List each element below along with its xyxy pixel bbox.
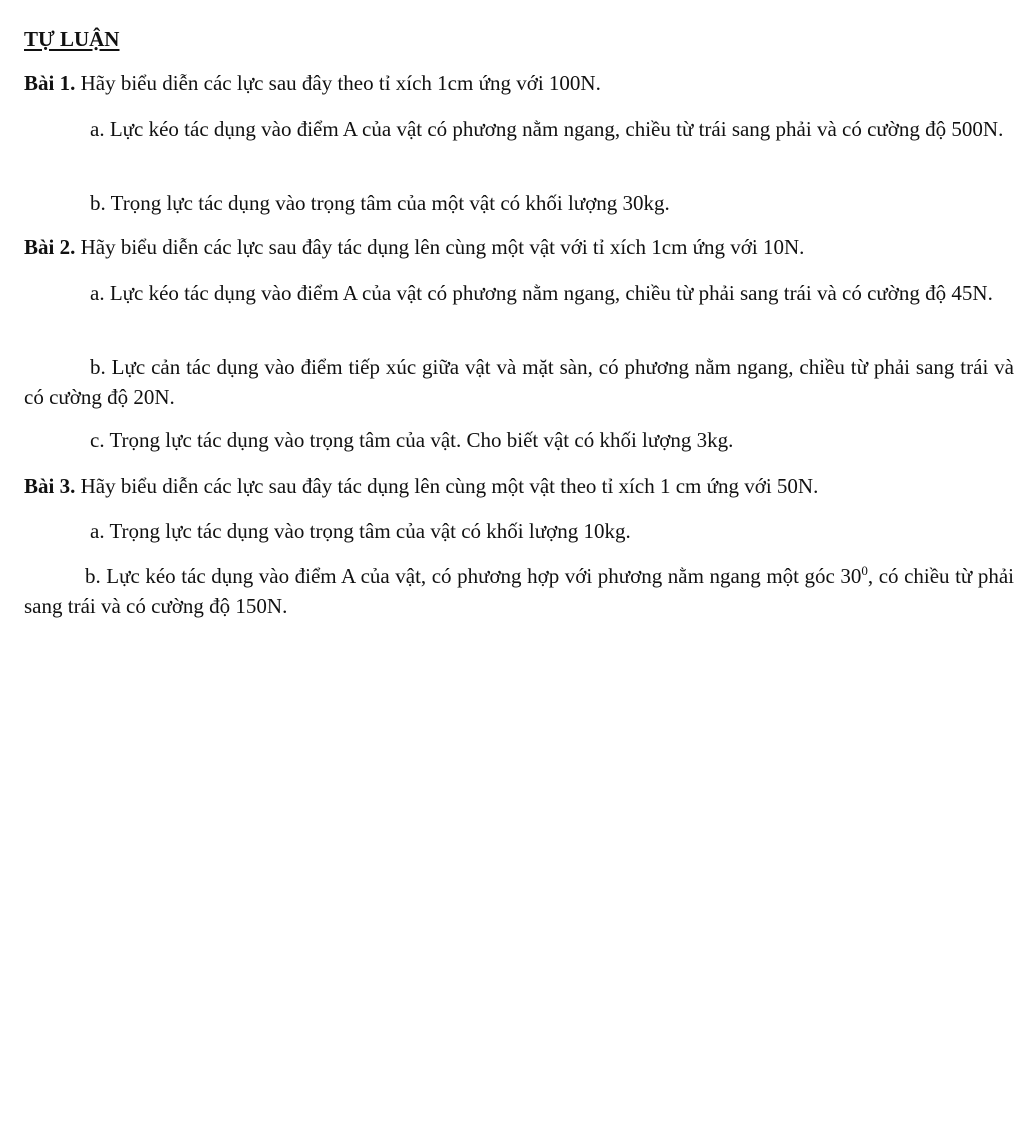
bai3-item-b-text-end: , có chiều từ phải sang trái và có cường độ 150N. <box>24 564 1014 618</box>
bai2-item-c: c. Trọng lực tác dụng vào trọng tâm của vật. Cho biết vật có khối lượng 3kg. <box>90 428 734 452</box>
bai3-prompt <box>24 471 1014 501</box>
bai2-item-a: a. Lực kéo tác dụng vào điểm A của vật có phương nằm ngang, chiều từ phải sang trái và có cường độ 45N. <box>90 281 993 305</box>
bai2-prompt-text: Hãy biểu diễn các lực sau đây tác dụng lên cùng một vật với tỉ xích 1cm ứng với 10N. <box>75 235 805 259</box>
bai3-item-b <box>24 561 1014 621</box>
bai1-item-a: a. Lực kéo tác dụng vào điểm A của vật có phương nằm ngang, chiều từ trái sang phải và có cường độ 500N. <box>90 117 1004 141</box>
bai1-prompt-text: Hãy biểu diễn các lực sau đây theo tỉ xích 1cm ứng với 100N. <box>75 71 601 95</box>
degree-superscript: 0 <box>861 563 868 578</box>
bai3-item-b-text: b. Lực kéo tác dụng vào điểm A của vật, có phương hợp với phương nằm ngang một góc 30 <box>85 564 862 588</box>
bai2-label: Bài 2. <box>24 235 76 259</box>
bai1-label: Bài 1. <box>24 71 76 95</box>
bai1-prompt <box>24 68 1014 98</box>
bai3-item-a: a. Trọng lực tác dụng vào trọng tâm của vật có khối lượng 10kg. <box>90 519 631 543</box>
bai3-label: Bài 3. <box>24 474 76 498</box>
section-heading: TỰ LUẬN <box>24 27 120 51</box>
bai3-prompt-text: Hãy biểu diễn các lực sau đây tác dụng lên cùng một vật theo tỉ xích 1 cm ứng với 50N. <box>75 474 819 498</box>
bai2-prompt <box>24 232 1014 262</box>
bai1-item-b: b. Trọng lực tác dụng vào trọng tâm của một vật có khối lượng 30kg. <box>90 191 670 215</box>
bai2-item-b: b. Lực cản tác dụng vào điểm tiếp xúc giữa vật và mặt sàn, có phương nằm ngang, chiều từ phải sang trái và có cường độ 20N. <box>24 355 1014 409</box>
